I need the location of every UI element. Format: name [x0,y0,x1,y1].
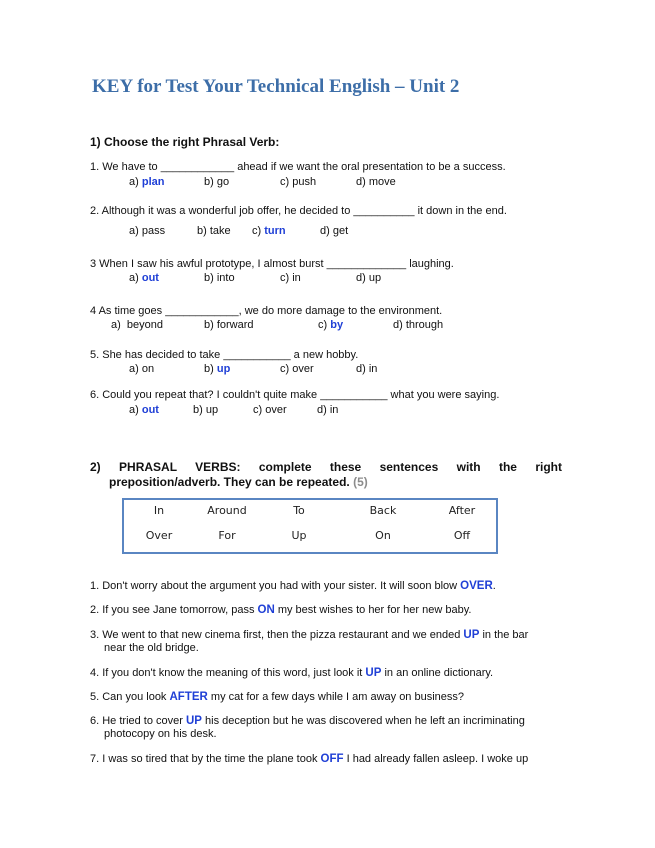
question-4-options [0,319,655,333]
option-b: b) into [204,272,235,284]
option-b: b) up [204,363,231,375]
question-1-stem: 1. We have to ____________ ahead if we want the oral presentation to be a success. [90,161,506,173]
word-box-cell: After [448,504,476,517]
option-a: a) pass [129,225,166,237]
sentence-1: 1. Don't worry about the argument you had with your sister. It will soon blow OVER. [90,580,496,592]
sentence-3: 3. We went to that new cinema first, then the pizza restaurant and we ended UP in the bar [90,629,529,641]
word-box-cell: For [218,529,236,542]
option-b: b) go [204,176,230,188]
page-title: KEY for Test Your Technical English – Unit 2 [92,76,460,97]
word-box-cell: To [293,504,305,517]
option-b: b) up [193,404,219,416]
option-d: d) in [356,363,378,375]
option-d: d) move [356,176,396,188]
option-a: a) on [129,363,155,375]
question-6-options [0,404,655,418]
word-box-cell: On [375,529,391,542]
question-1-options [0,176,655,190]
question-2-stem: 2. Although it was a wonderful job offer, he decided to __________ it down in the end. [90,205,507,217]
sentence-7: 7. I was so tired that by the time the plane took OFF I had already fallen asleep. I woke up [90,753,529,765]
points-value: (5) [353,475,368,489]
section1-heading: 1) Choose the right Phrasal Verb: [90,135,280,149]
option-c: c) by [318,319,344,331]
section2-heading-line2: preposition/adverb. They can be repeated. (5) [109,475,368,489]
section2-heading-line1: 2) PHRASAL VERBS: complete these sentences with the right [90,460,562,474]
option-d: d) through [393,319,444,331]
sentence-4: 4. If you don't know the meaning of this word, just look it UP in an online dictionary. [90,667,494,679]
question-6-stem: 6. Could you repeat that? I couldn't quite make ___________ what you were saying. [90,389,500,401]
option-c: c) push [280,176,317,188]
option-b: b) take [197,225,231,237]
question-5-stem: 5. She has decided to take ___________ a new hobby. [90,349,359,361]
word-box [122,498,498,554]
option-a: a) beyond [111,319,163,331]
question-5-options [0,363,655,377]
word-box-row [124,504,496,522]
option-c: c) over [280,363,314,375]
word-box-cell: Back [369,504,397,517]
question-3-stem: 3 When I saw his awful prototype, I almost burst _____________ laughing. [90,258,454,270]
option-c: c) turn [252,225,286,237]
word-box-cell: Off [453,529,471,542]
sentence-3-continued: near the old bridge. [104,642,199,654]
word-box-cell: In [153,504,165,517]
word-box-cell: Over [145,529,173,542]
option-c: c) over [253,404,287,416]
option-c: c) in [280,272,301,284]
word-box-cell: Up [291,529,307,542]
option-a: a) plan [129,176,165,188]
option-d: d) in [317,404,339,416]
sentence-6: 6. He tried to cover UP his deception but he was discovered when he left an incriminating [90,715,525,727]
option-a: a) out [129,272,159,284]
word-box-row [124,529,496,547]
sentence-5: 5. Can you look AFTER my cat for a few days while I am away on business? [90,691,465,703]
option-a: a) out [129,404,159,416]
question-4-stem: 4 As time goes ____________, we do more damage to the environment. [90,305,443,317]
option-d: d) up [356,272,382,284]
sentence-2: 2. If you see Jane tomorrow, pass ON my best wishes to her for her new baby. [90,604,472,616]
option-d: d) get [320,225,349,237]
question-2-options [0,225,655,239]
word-box-cell: Around [207,504,247,517]
sentence-6-continued: photocopy on his desk. [104,728,217,740]
question-3-options [0,272,655,286]
option-b: b) forward [204,319,254,331]
